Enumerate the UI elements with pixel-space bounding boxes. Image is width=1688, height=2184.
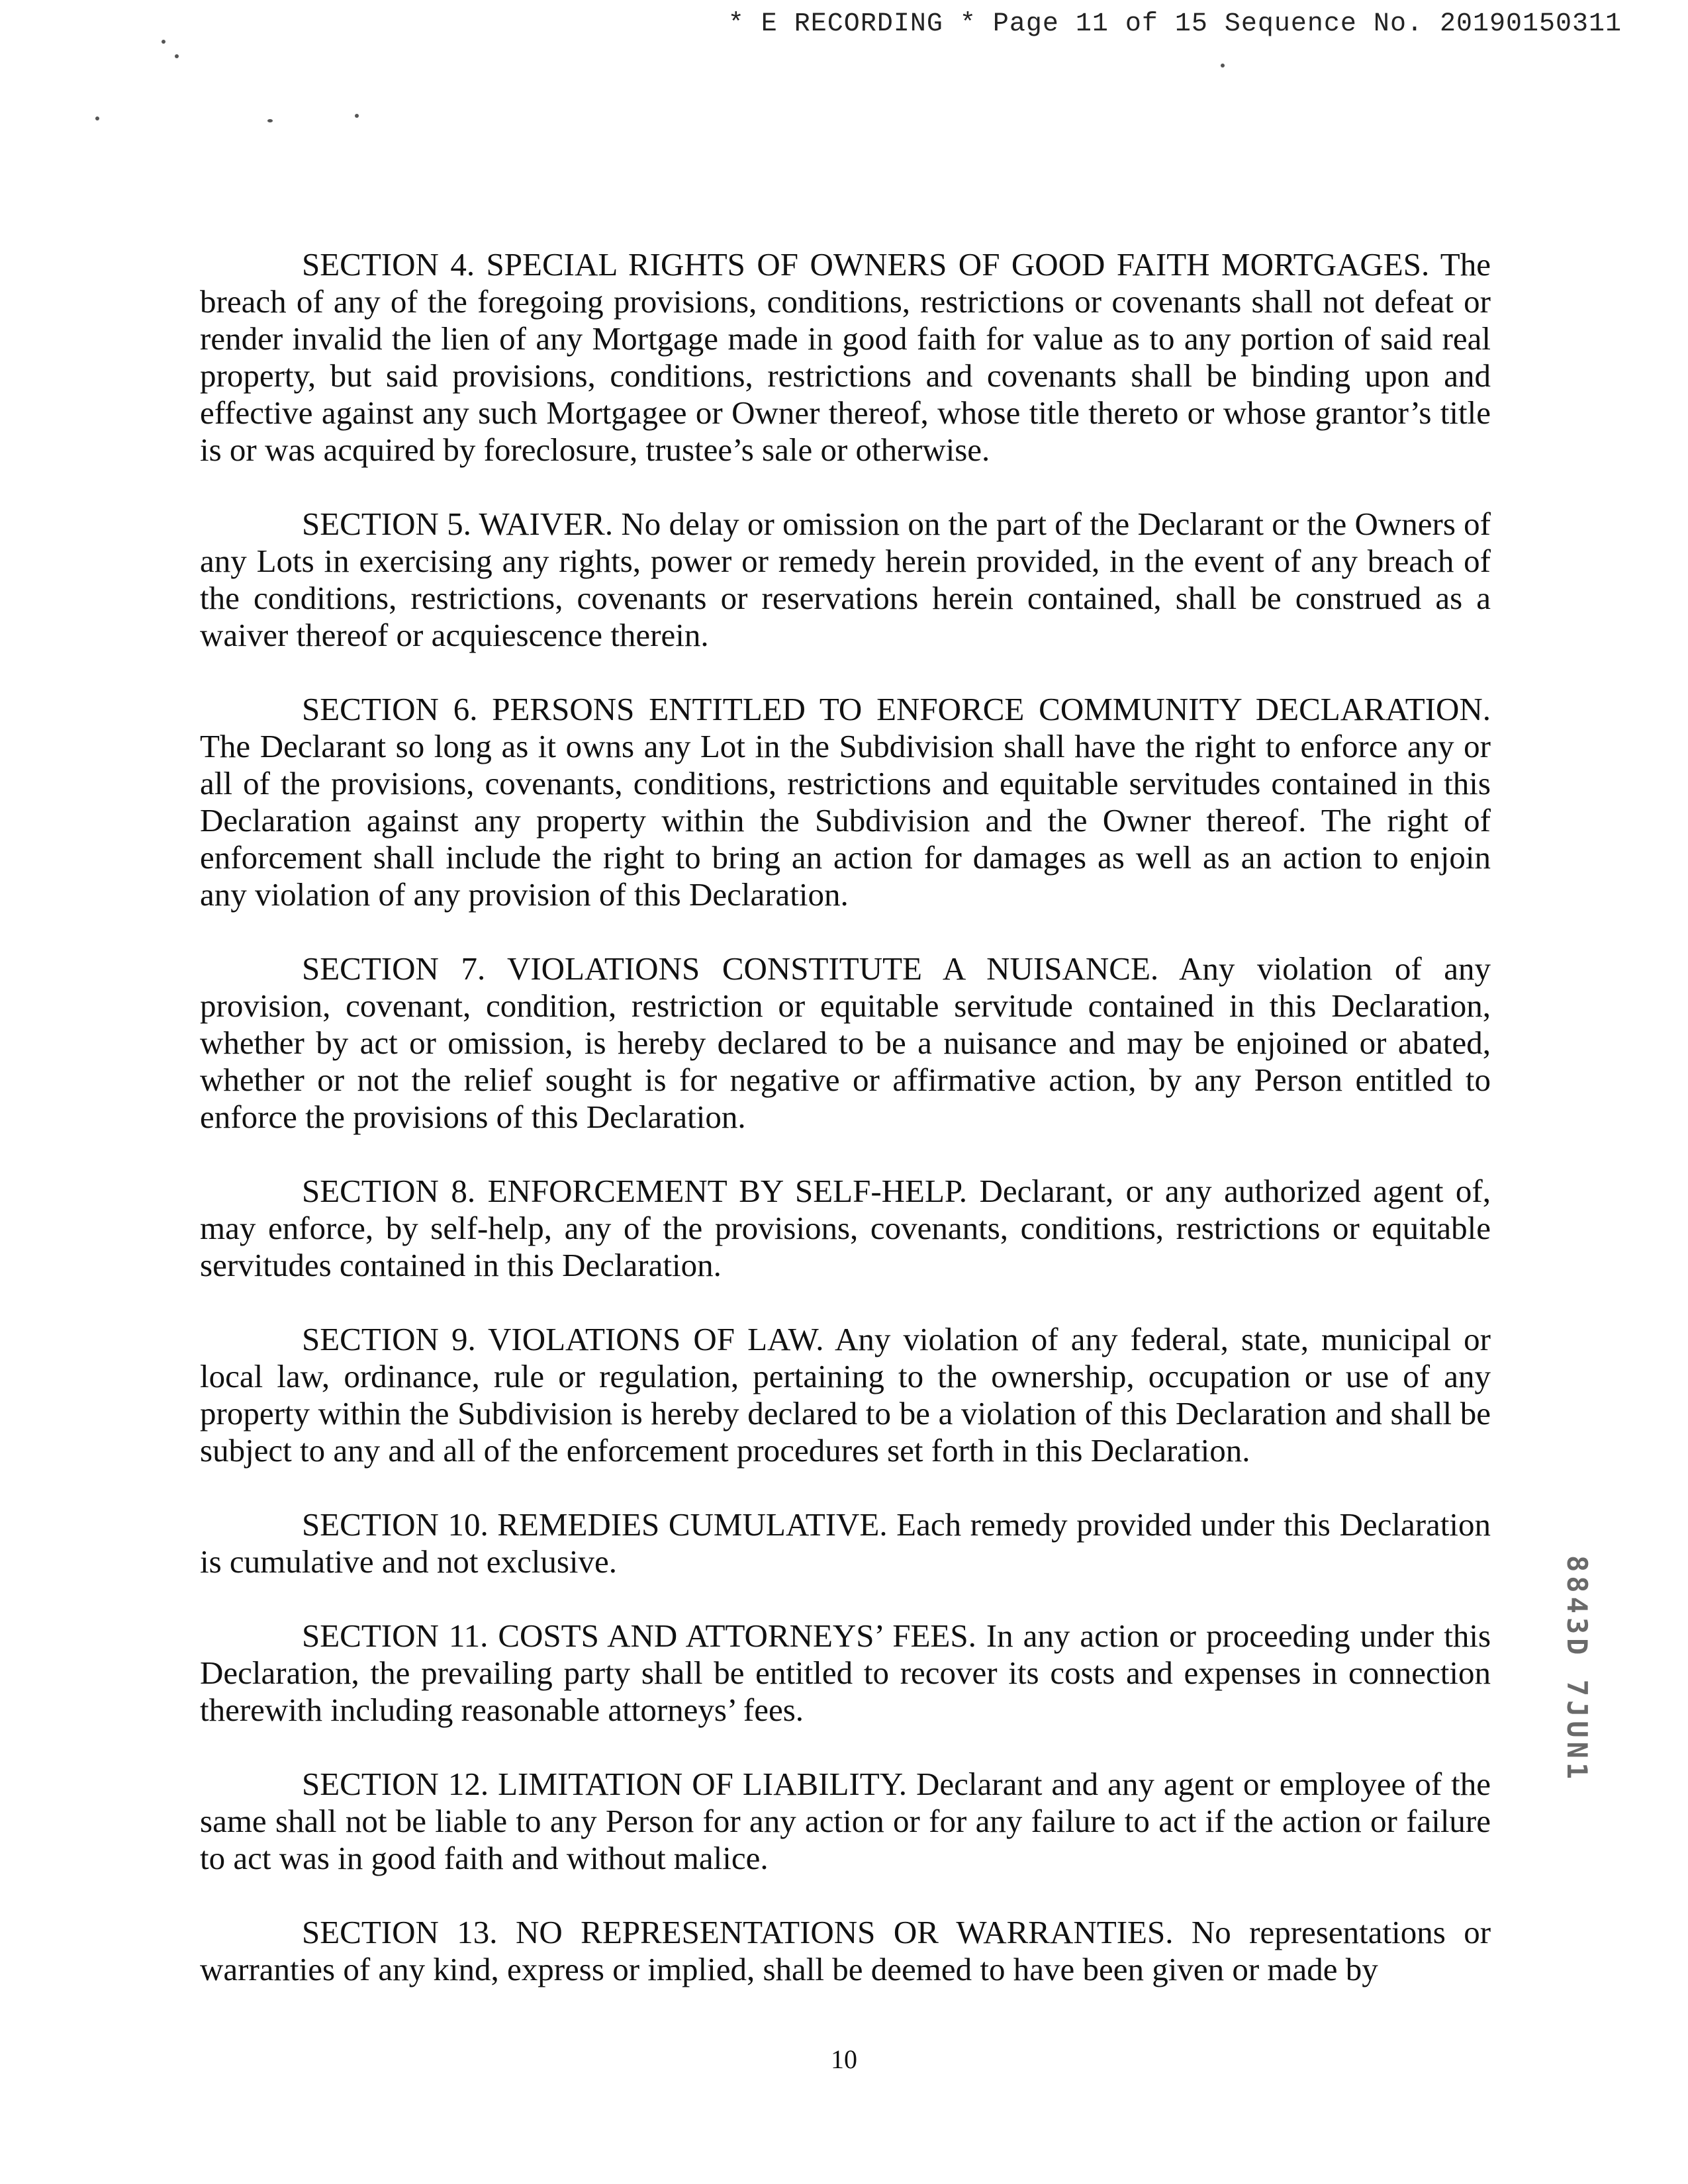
scan-speck <box>95 116 99 120</box>
scan-speck <box>1221 64 1225 68</box>
section-heading: SECTION 6. PERSONS ENTITLED TO ENFORCE COMMUNITY DECLARATION. <box>302 691 1491 727</box>
scan-speck <box>355 114 359 118</box>
section-body: In any action or proceeding under this Declaration, the prevailing party shall be entitled to recover its costs and expenses in connection therewith including reasonable attorneys’ fees. <box>200 1617 1491 1728</box>
section-body: Declarant and any agent or employee of the same shall not be liable to any Person for any action or for any failure to act if the action or failure to act was in good faith and without malice. <box>200 1766 1491 1876</box>
section-4 <box>200 246 1491 469</box>
section-body: The breach of any of the foregoing provisions, conditions, restrictions or covenants shall not defeat or render invalid the lien of any Mortgage made in good faith for value as to any portion of said real property, but said provisions, conditions, restrictions and covenants shall be binding upon and effective against any such Mortgagee or Owner thereof, whose title thereto or whose grantor’s title is or was acquired by foreclosure, trustee’s sale or otherwise. <box>200 246 1491 468</box>
section-heading: SECTION 12. LIMITATION OF LIABILITY. <box>302 1766 908 1802</box>
margin-stamp <box>1557 1555 1597 1833</box>
section-body: No delay or omission on the part of the Declarant or the Owners of any Lots in exercising any rights, power or remedy herein provided, in the event of any breach of the conditions, restrictions, covenants or reservations herein contained, shall be construed as a waiver thereof or acquiescence therein. <box>200 506 1491 653</box>
section-10 <box>200 1506 1491 1580</box>
section-body: No representations or warranties of any kind, express or implied, shall be deemed to have been given or made by <box>200 1914 1491 1987</box>
section-body: Any violation of any provision, covenant, condition, restriction or equitable servitude contained in this Declaration, whether by act or omission, is hereby declared to be a nuisance and may be enjoined or abated, whether or not the relief sought is for negative or affirmative action, by any Person entitled to enforce the provisions of this Declaration. <box>200 950 1491 1135</box>
section-heading: SECTION 9. VIOLATIONS OF LAW. <box>302 1321 824 1357</box>
scan-speck <box>175 54 179 58</box>
section-5 <box>200 506 1491 654</box>
section-7 <box>200 950 1491 1136</box>
section-body: The Declarant so long as it owns any Lot in the Subdivision shall have the right to enforce any or all of the provisions, covenants, conditions, restrictions and equitable servitudes contained in this Declaration against any property within the Subdivision and the Owner thereof. The right of enforcement shall include the right to bring an action for damages as well as an action to enjoin any violation of any provision of this Declaration. <box>200 728 1491 913</box>
section-heading: SECTION 10. REMEDIES CUMULATIVE. <box>302 1506 888 1543</box>
section-13 <box>200 1914 1491 1988</box>
page-number: 10 <box>831 2044 857 2074</box>
section-11 <box>200 1617 1491 1729</box>
section-heading: SECTION 11. COSTS AND ATTORNEYS’ FEES. <box>302 1617 976 1654</box>
margin-stamp-text: 8843D 7JUN1 <box>1561 1555 1593 1784</box>
scan-speck <box>162 40 165 44</box>
section-heading: SECTION 5. WAIVER. <box>302 506 614 542</box>
scan-speck <box>267 119 273 122</box>
section-9 <box>200 1321 1491 1469</box>
section-8 <box>200 1173 1491 1284</box>
section-body: Any violation of any federal, state, municipal or local law, ordinance, rule or regulation, pertaining to the ownership, occupation or use of any property within the Subdivision is hereby declared to be a violation of this Declaration and shall be subject to any and all of the enforcement procedures set forth in this Declaration. <box>200 1321 1491 1469</box>
section-heading: SECTION 7. VIOLATIONS CONSTITUTE A NUISANCE. <box>302 950 1159 987</box>
section-12 <box>200 1766 1491 1877</box>
section-heading: SECTION 8. ENFORCEMENT BY SELF-HELP. <box>302 1173 967 1209</box>
document-body <box>200 246 1491 2025</box>
section-6 <box>200 691 1491 913</box>
section-body: Declarant, or any authorized agent of, may enforce, by self-help, any of the provisions, covenants, conditions, restrictions or equitable servitudes contained in this Declaration. <box>200 1173 1491 1283</box>
recording-header: * E RECORDING * Page 11 of 15 Sequence No. 20190150311 <box>727 9 1622 39</box>
section-heading: SECTION 4. SPECIAL RIGHTS OF OWNERS OF GOOD FAITH MORTGAGES. <box>302 246 1430 283</box>
section-heading: SECTION 13. NO REPRESENTATIONS OR WARRANTIES. <box>302 1914 1174 1950</box>
section-body: Each remedy provided under this Declaration is cumulative and not exclusive. <box>200 1506 1491 1580</box>
